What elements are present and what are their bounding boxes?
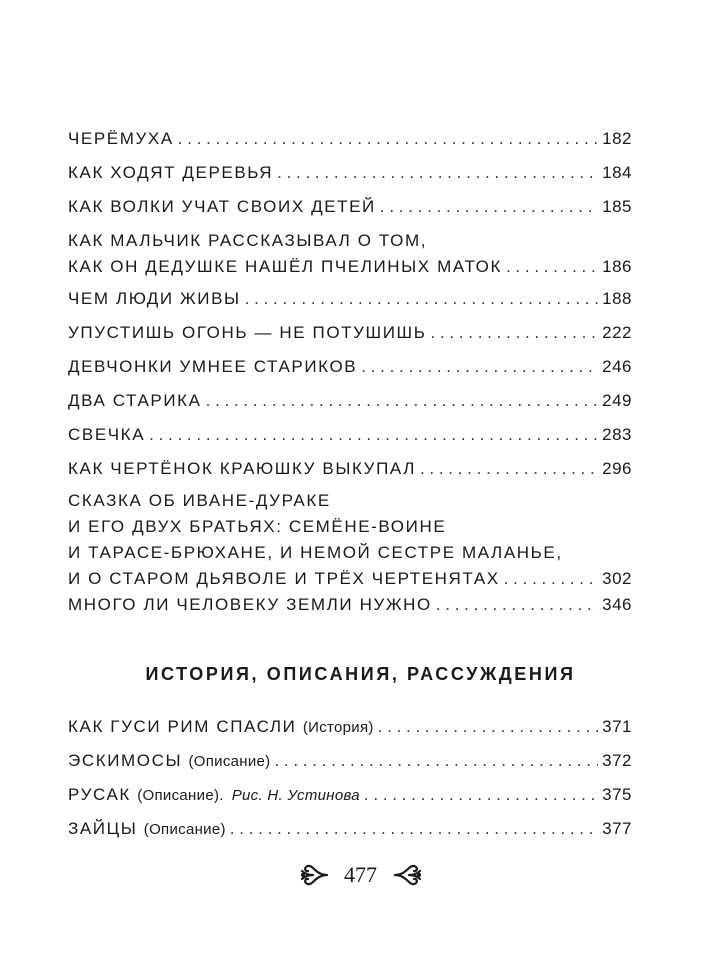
leader-dots	[206, 388, 599, 414]
toc-entry[interactable]	[68, 714, 632, 740]
toc-entry[interactable]	[68, 782, 632, 808]
page-number-folio: 477	[344, 861, 377, 887]
illustrator-credit: Рис. Н. Устинова	[231, 787, 360, 804]
toc-entry[interactable]	[68, 286, 632, 312]
page-number: 375	[602, 785, 632, 804]
toc-entry-title: УПУСТИШЬ ОГОНЬ — НЕ ПОТУШИШЬ	[68, 323, 427, 342]
leader-dots	[436, 592, 598, 618]
toc-entry[interactable]	[68, 388, 632, 414]
leader-dots	[230, 816, 598, 842]
leader-dots	[149, 422, 598, 448]
toc-entry[interactable]	[68, 456, 632, 482]
page-number: 182	[602, 129, 632, 148]
page-number: 246	[602, 357, 632, 376]
toc-entry-title: КАК ЧЕРТЁНОК КРАЮШКУ ВЫКУПАЛ	[68, 459, 416, 478]
toc-entry-title: И О СТАРОМ ДЬЯВОЛЕ И ТРЁХ ЧЕРТЕНЯТАХ	[68, 569, 500, 588]
toc-entry-title: ДВА СТАРИКА	[68, 391, 202, 410]
toc-entry[interactable]	[68, 160, 632, 186]
floral-ornament-right-icon	[393, 860, 423, 885]
toc-entry[interactable]	[68, 592, 632, 618]
leader-dots	[378, 714, 598, 740]
leader-dots	[245, 286, 598, 312]
page-number: 377	[602, 819, 632, 838]
toc-entry-title: КАК ХОДЯТ ДЕРЕВЬЯ	[68, 163, 274, 182]
toc-entry-title: И ТАРАСЕ-БРЮХАНЕ, И НЕМОЙ СЕСТРЕ МАЛАНЬЕ,	[68, 543, 563, 562]
toc-entry[interactable]	[68, 320, 632, 346]
section-heading: ИСТОРИЯ, ОПИСАНИЯ, РАССУЖДЕНИЯ	[145, 664, 576, 684]
toc-entry[interactable]	[68, 228, 632, 280]
leader-dots	[277, 160, 598, 186]
leader-dots	[361, 354, 598, 380]
genre-note: (Описание)	[188, 753, 271, 770]
toc-entry-title: ЭСКИМОСЫ	[68, 751, 183, 770]
toc-entry-title: КАК ВОЛКИ УЧАТ СВОИХ ДЕТЕЙ	[68, 197, 376, 216]
floral-ornament-left-icon	[299, 860, 335, 885]
leader-dots	[178, 126, 598, 152]
toc-entry-title: КАК ГУСИ РИМ СПАСЛИ	[68, 717, 297, 736]
toc-entry-title: И ЕГО ДВУХ БРАТЬЯХ: СЕМЁНЕ-ВОИНЕ	[68, 517, 447, 536]
page-number: 372	[602, 751, 632, 770]
page-number: 188	[602, 289, 632, 308]
toc-entry-title: ЧЕМ ЛЮДИ ЖИВЫ	[68, 289, 241, 308]
toc-entry[interactable]	[68, 748, 632, 774]
page-number: 185	[602, 197, 632, 216]
toc-entry-title: ЗАЙЦЫ	[68, 819, 138, 838]
genre-note: (Описание)	[143, 821, 226, 838]
leader-dots	[504, 566, 598, 592]
page-number: 222	[602, 323, 632, 342]
toc-entry-title: ДЕВЧОНКИ УМНЕЕ СТАРИКОВ	[68, 357, 358, 376]
genre-note: (История)	[302, 719, 374, 736]
toc-entry[interactable]	[68, 488, 632, 592]
toc-entry[interactable]	[68, 126, 632, 152]
page-number: 186	[602, 257, 632, 276]
toc-entry[interactable]	[68, 422, 632, 448]
leader-dots	[506, 254, 598, 280]
genre-note: (Описание).	[137, 787, 224, 804]
toc-entry-title: ЧЕРЁМУХА	[68, 129, 174, 148]
page-number: 302	[602, 569, 632, 588]
toc-entry-title: РУСАК	[68, 785, 131, 804]
toc-entry-title: КАК МАЛЬЧИК РАССКАЗЫВАЛ О ТОМ,	[68, 231, 428, 250]
toc-entry[interactable]	[68, 194, 632, 220]
toc-entry-title: СКАЗКА ОБ ИВАНЕ-ДУРАКЕ	[68, 491, 331, 510]
page-number: 184	[602, 163, 632, 182]
toc-entry-title: МНОГО ЛИ ЧЕЛОВЕКУ ЗЕМЛИ НУЖНО	[68, 595, 432, 614]
page-number: 283	[602, 425, 632, 444]
page-number: 371	[602, 717, 632, 736]
page-number: 249	[602, 391, 632, 410]
toc-entry[interactable]	[68, 354, 632, 380]
toc-entry[interactable]	[68, 816, 632, 842]
page-folio	[0, 860, 721, 888]
leader-dots	[364, 782, 598, 808]
toc-entry-title: КАК ОН ДЕДУШКЕ НАШЁЛ ПЧЕЛИНЫХ МАТОК	[68, 257, 502, 276]
leader-dots	[430, 320, 598, 346]
page-number: 296	[602, 459, 632, 478]
leader-dots	[420, 456, 598, 482]
leader-dots	[274, 748, 598, 774]
toc-entry-title: СВЕЧКА	[68, 425, 146, 444]
leader-dots	[380, 194, 598, 220]
page-number: 346	[602, 595, 632, 614]
